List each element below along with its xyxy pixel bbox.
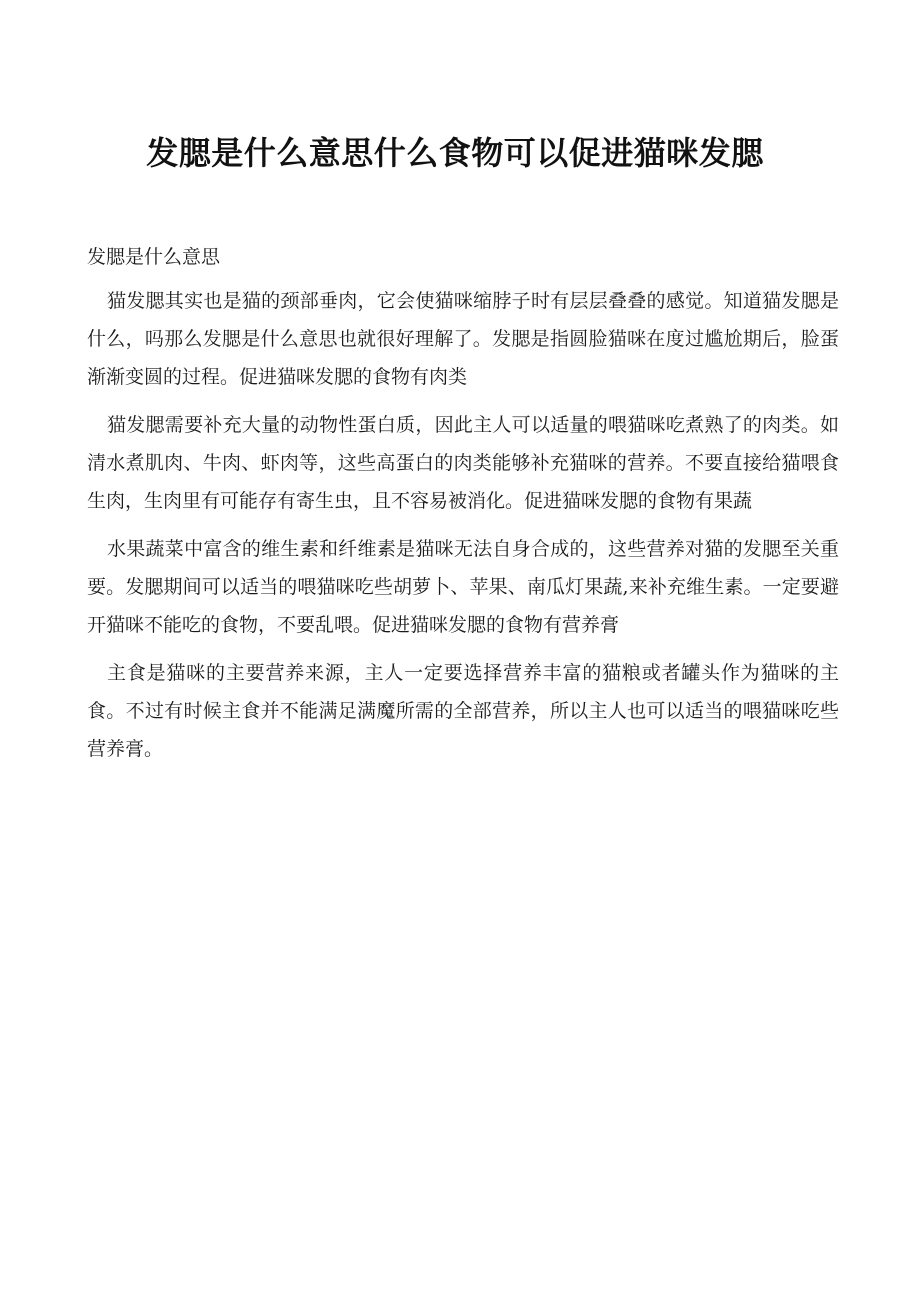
paragraph: 主食是猫咪的主要营养来源，主人一定要选择营养丰富的猫粮或者罐头作为猫咪的主食。不过有时候主食并不能满足满魔所需的全部营养，所以主人也可以适当的喂猫咪吃些营养膏。 — [87, 662, 839, 760]
document-body — [87, 238, 839, 778]
document-title: 发腮是什么意思什么食物可以促进猫咪发腮 — [146, 134, 764, 172]
section-heading: 发腮是什么意思 — [87, 246, 221, 268]
paragraph: 水果蔬菜中富含的维生素和纤维素是猫咪无法自身合成的，这些营养对猫的发腮至关重要。发腮期间可以适当的喂猫咪吃些胡萝卜、苹果、南瓜灯果蔬,来补充维生素。一定要避开猫咪不能吃的食物，不要乱喂。促进猫咪发腮的食物有营养膏 — [87, 538, 839, 636]
paragraph: 猫发腮其实也是猫的颈部垂肉，它会使猫咪缩脖子时有层层叠叠的感觉。知道猫发腮是什么，吗那么发腮是什么意思也就很好理解了。发腮是指圆脸猫咪在度过尴尬期后，脸蛋渐渐变圆的过程。促进猫咪发腮的食物有肉类 — [87, 290, 839, 388]
paragraph: 猫发腮需要补充大量的动物性蛋白质，因此主人可以适量的喂猫咪吃煮熟了的肉类。如清水煮肌肉、牛肉、虾肉等，这些高蛋白的肉类能够补充猫咪的营养。不要直接给猫喂食生肉，生肉里有可能存有寄生虫，且不容易被消化。促进猫咪发腮的食物有果蔬 — [87, 414, 839, 512]
